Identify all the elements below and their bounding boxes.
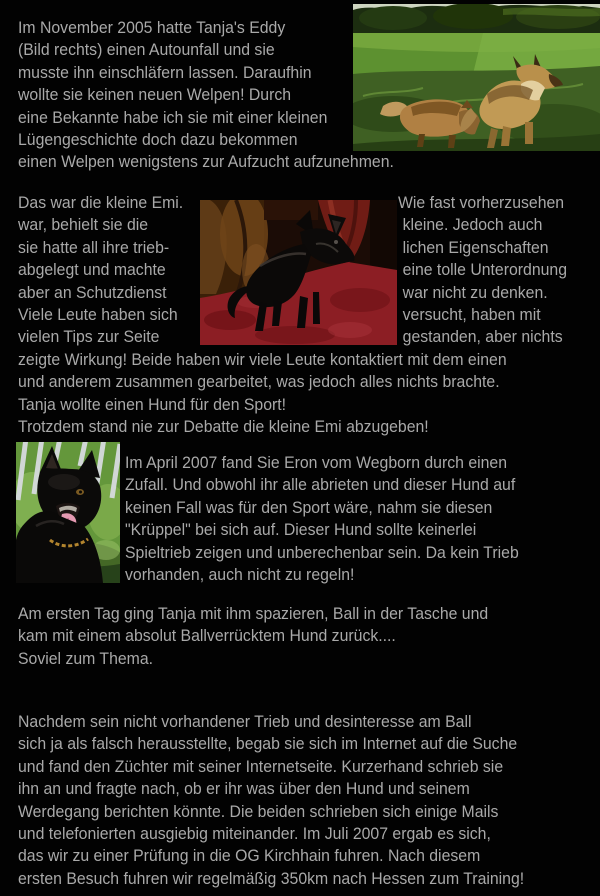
text-line: ersten Besuch fuhren wir regelmäßig 350km nach Hessen zum Training! [18, 868, 525, 888]
text-line: eine Bekannte habe ich sie mit einer kleinen [18, 107, 328, 127]
paragraph-first-day-walk [18, 603, 488, 670]
text-line: "Krüppel" bei sich auf. Dieser Hund sollte keinerlei [125, 520, 477, 540]
text-line: Werdegang berichten könnte. Die beiden schrieben sich einige Mails [18, 801, 499, 821]
text-line: kam mit einem absolut Ballverrücktem Hund zurück.... [18, 626, 396, 646]
text-line: sich ja als falsch herausstellte, begab sie sich im Internet auf die Suche [18, 734, 518, 754]
text-line: Im April 2007 fand Sie Eron vom Wegborn durch einen [125, 453, 508, 472]
text-line: und fand den Züchter mit seiner Internetseite. Kurzerhand schrieb sie [18, 756, 504, 776]
text-line: Lügengeschichte doch dazu bekommen [18, 130, 298, 150]
text-line: lichen Eigenschaften [402, 237, 549, 257]
puppy-photo-graphic [200, 200, 397, 345]
text-line: Tanja wollte einen Hund für den Sport! [18, 394, 287, 414]
field-photo-graphic [353, 4, 600, 151]
text-line: Nachdem sein nicht vorhandener Trieb und desinteresse am Ball [18, 712, 472, 731]
text-line: Zufall. Und obwohl ihr alle abrieten und dieser Hund auf [125, 475, 516, 495]
paragraph-november-2005 [18, 17, 394, 174]
photo-black-puppy-carpet [200, 200, 397, 345]
text-line: Viele Leute haben sich [18, 305, 178, 325]
text-line: war, behielt sie die [18, 215, 149, 235]
text-line: einen Welpen wenigstens zur Aufzucht aufzunehmen. [18, 152, 394, 172]
text-line: Spieltrieb zeigen und unberechenbar sein. Da kein Trieb [125, 542, 519, 562]
paragraph-emi-full-width [18, 349, 507, 439]
text-line: und telefonierten ausgiebig miteinander. Im Juli 2007 ergab es sich, [18, 824, 491, 844]
text-line: eine tolle Unterordnung [402, 260, 568, 280]
text-line: zeigte Wirkung! Beide haben wir viele Leute kontaktiert mit dem einen [18, 350, 507, 369]
text-line: musste ihn einschläfern lassen. Daraufhin [18, 62, 312, 82]
text-line: das wir zu einer Prüfung in die OG Kirchhain fuhren. Nach diesem [18, 846, 481, 866]
text-line: Trotzdem stand nie zur Debatte die kleine Emi abzugeben! [18, 417, 429, 437]
text-line: sie hatte all ihre trieb- [18, 237, 170, 257]
text-line: vorhanden, auch nicht zu regeln! [125, 565, 355, 585]
text-line: (Bild rechts) einen Autounfall und sie [18, 40, 275, 60]
text-line: keinen Fall was für den Sport wäre, nahm sie diesen [125, 497, 493, 517]
photo-two-dogs-in-field [353, 4, 600, 151]
text-line: Am ersten Tag ging Tanja mit ihm spazieren, Ball in der Tasche und [18, 604, 489, 623]
text-line: gestanden, aber nichts [402, 327, 563, 347]
paragraph-breeder-contact [18, 711, 524, 890]
black-dog-photo-graphic [16, 442, 120, 583]
photo-black-dog-grass [16, 442, 120, 583]
text-line: Wie fast vorherzusehen [398, 193, 565, 212]
paragraph-emi-right-column [398, 192, 567, 349]
text-line: Das war die kleine Emi. [18, 193, 184, 212]
paragraph-april-2007 [125, 452, 519, 586]
text-line: aber an Schutzdienst [18, 282, 167, 302]
text-line: Im November 2005 hatte Tanja's Eddy [18, 18, 286, 37]
text-line: war nicht zu denken. [402, 282, 548, 302]
tree-line [353, 4, 600, 35]
text-line: Soviel zum Thema. [18, 648, 154, 668]
text-line: abgelegt und machte [18, 260, 166, 280]
text-line: kleine. Jedoch auch [402, 215, 543, 235]
text-line: wollte sie keinen neuen Welpen! Durch [18, 85, 292, 105]
text-line: und anderem zusammen gearbeitet, was jedoch alles nichts brachte. [18, 372, 500, 392]
text-line: vielen Tips zur Seite [18, 327, 160, 347]
paragraph-emi-left-column [18, 192, 183, 349]
text-line: ihn an und fragte nach, ob er ihr was über den Hund und seinem [18, 779, 470, 799]
text-line: versucht, haben mit [402, 305, 541, 325]
